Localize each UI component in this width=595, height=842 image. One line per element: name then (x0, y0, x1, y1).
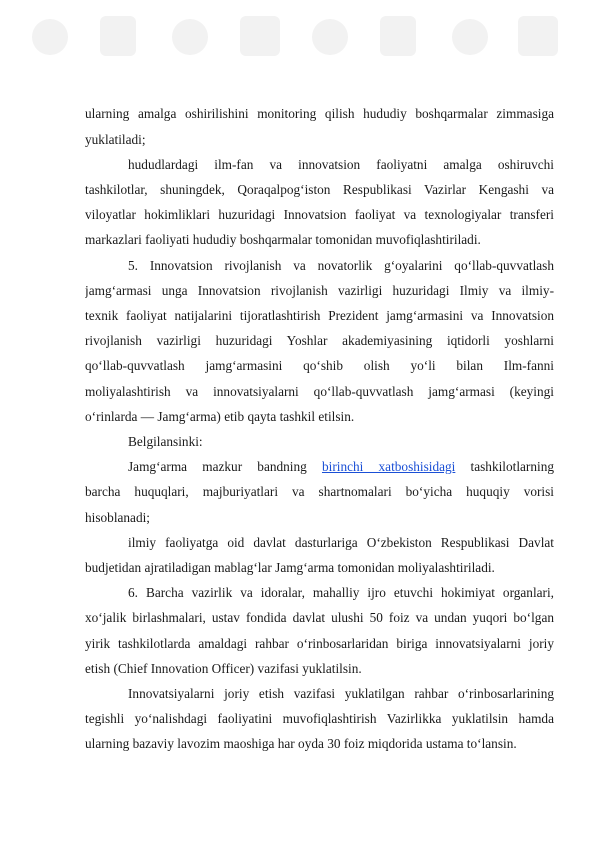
reference-link[interactable]: birinchi xatboshisidagi (321, 459, 456, 474)
text-line: yirik tashkilotlarda amaldagi rahbar o‘rinbosarlaridan biriga innovatsiyalarni joriy (85, 636, 554, 651)
text-line: texnik faoliyat natijalarini tijoratlashtirish Prezident jamg‘armasini va Innovatsion (85, 308, 554, 323)
text-line: viloyatlar hokimliklari huzuridagi Innovatsion faoliyat va texnologiyalar transferi (85, 207, 554, 222)
watermark-logo (30, 2, 565, 72)
text-line: ularning amalga oshirilishini monitoring qilish hududiy boshqarmalar zimmasiga (85, 106, 554, 121)
text-line: Belgilansinki: (128, 434, 203, 449)
text-line: moliyalashtirish va innovatsiyalarni qo‘llab-quvvatlash jamg‘armasi (keyingi (85, 384, 554, 399)
text-line: o‘rinlarda — Jamg‘arma) etib qayta tashkil etilsin. (85, 409, 355, 424)
text-line: yuklatiladi; (85, 132, 146, 147)
text-line: rivojlanish vazirligi huzuridagi Yoshlar akademiyasining iqtidorli yoshlarni (85, 333, 554, 348)
text-line: markazlari faoliyati hududiy boshqarmalar tomonidan muvofiqlashtiriladi. (85, 232, 481, 247)
text-line: tegishli yo‘nalishdagi faoliyatini muvofiqlashtirish Vazirlikka yuklatilsin hamda (85, 711, 554, 726)
text-line: qo‘llab-quvvatlash jamg‘armasini qo‘shib olish yo‘li bilan Ilm-fanni (85, 358, 554, 373)
text-line: budjetidan ajratiladigan mablag‘lar Jamg‘arma tomonidan moliyalashtiriladi. (85, 560, 495, 575)
text-line: tashkilotlar, shuningdek, Qoraqalpog‘iston Respublikasi Vazirlar Kengashi va (85, 182, 554, 197)
text-line: ilmiy faoliyatga oid davlat dasturlariga O‘zbekiston Respublikasi Davlat (128, 535, 554, 550)
text-line: barcha huquqlari, majburiyatlari va shartnomalari bo‘yicha huquqiy vorisi (85, 484, 554, 499)
text-line: hisoblanadi; (85, 510, 150, 525)
text-line: Innovatsiyalarni joriy etish vazifasi yuklatilgan rahbar o‘rinbosarlarining (128, 686, 554, 701)
text-line: 6. Barcha vazirlik va idoralar, mahalliy ijro etuvchi hokimiyat organlari, (128, 585, 554, 600)
text-line-with-link (128, 459, 554, 475)
text-line: hududlardagi ilm-fan va innovatsion faoliyatni amalga oshiruvchi (128, 157, 554, 172)
text-line: ularning bazaviy lavozim maoshiga har oyda 30 foiz miqdorida ustama to‘lansin. (85, 736, 517, 751)
text-line: xo‘jalik birlashmalari, ustav fondida davlat ulushi 50 foiz va undan yuqori bo‘lgan (85, 610, 554, 625)
link-line-after: tashkilotlarning (455, 459, 554, 474)
link-line-before: Jamg‘arma mazkur bandning (128, 459, 322, 474)
text-line: etish (Chief Innovation Officer) vazifasi yuklatilsin. (85, 661, 362, 676)
text-line: 5. Innovatsion rivojlanish va novatorlik g‘oyalarini qo‘llab-quvvatlash (128, 258, 554, 273)
text-line: jamg‘armasi unga Innovatsion rivojlanish vazirligi huzuridagi Ilmiy va ilmiy- (85, 283, 554, 298)
